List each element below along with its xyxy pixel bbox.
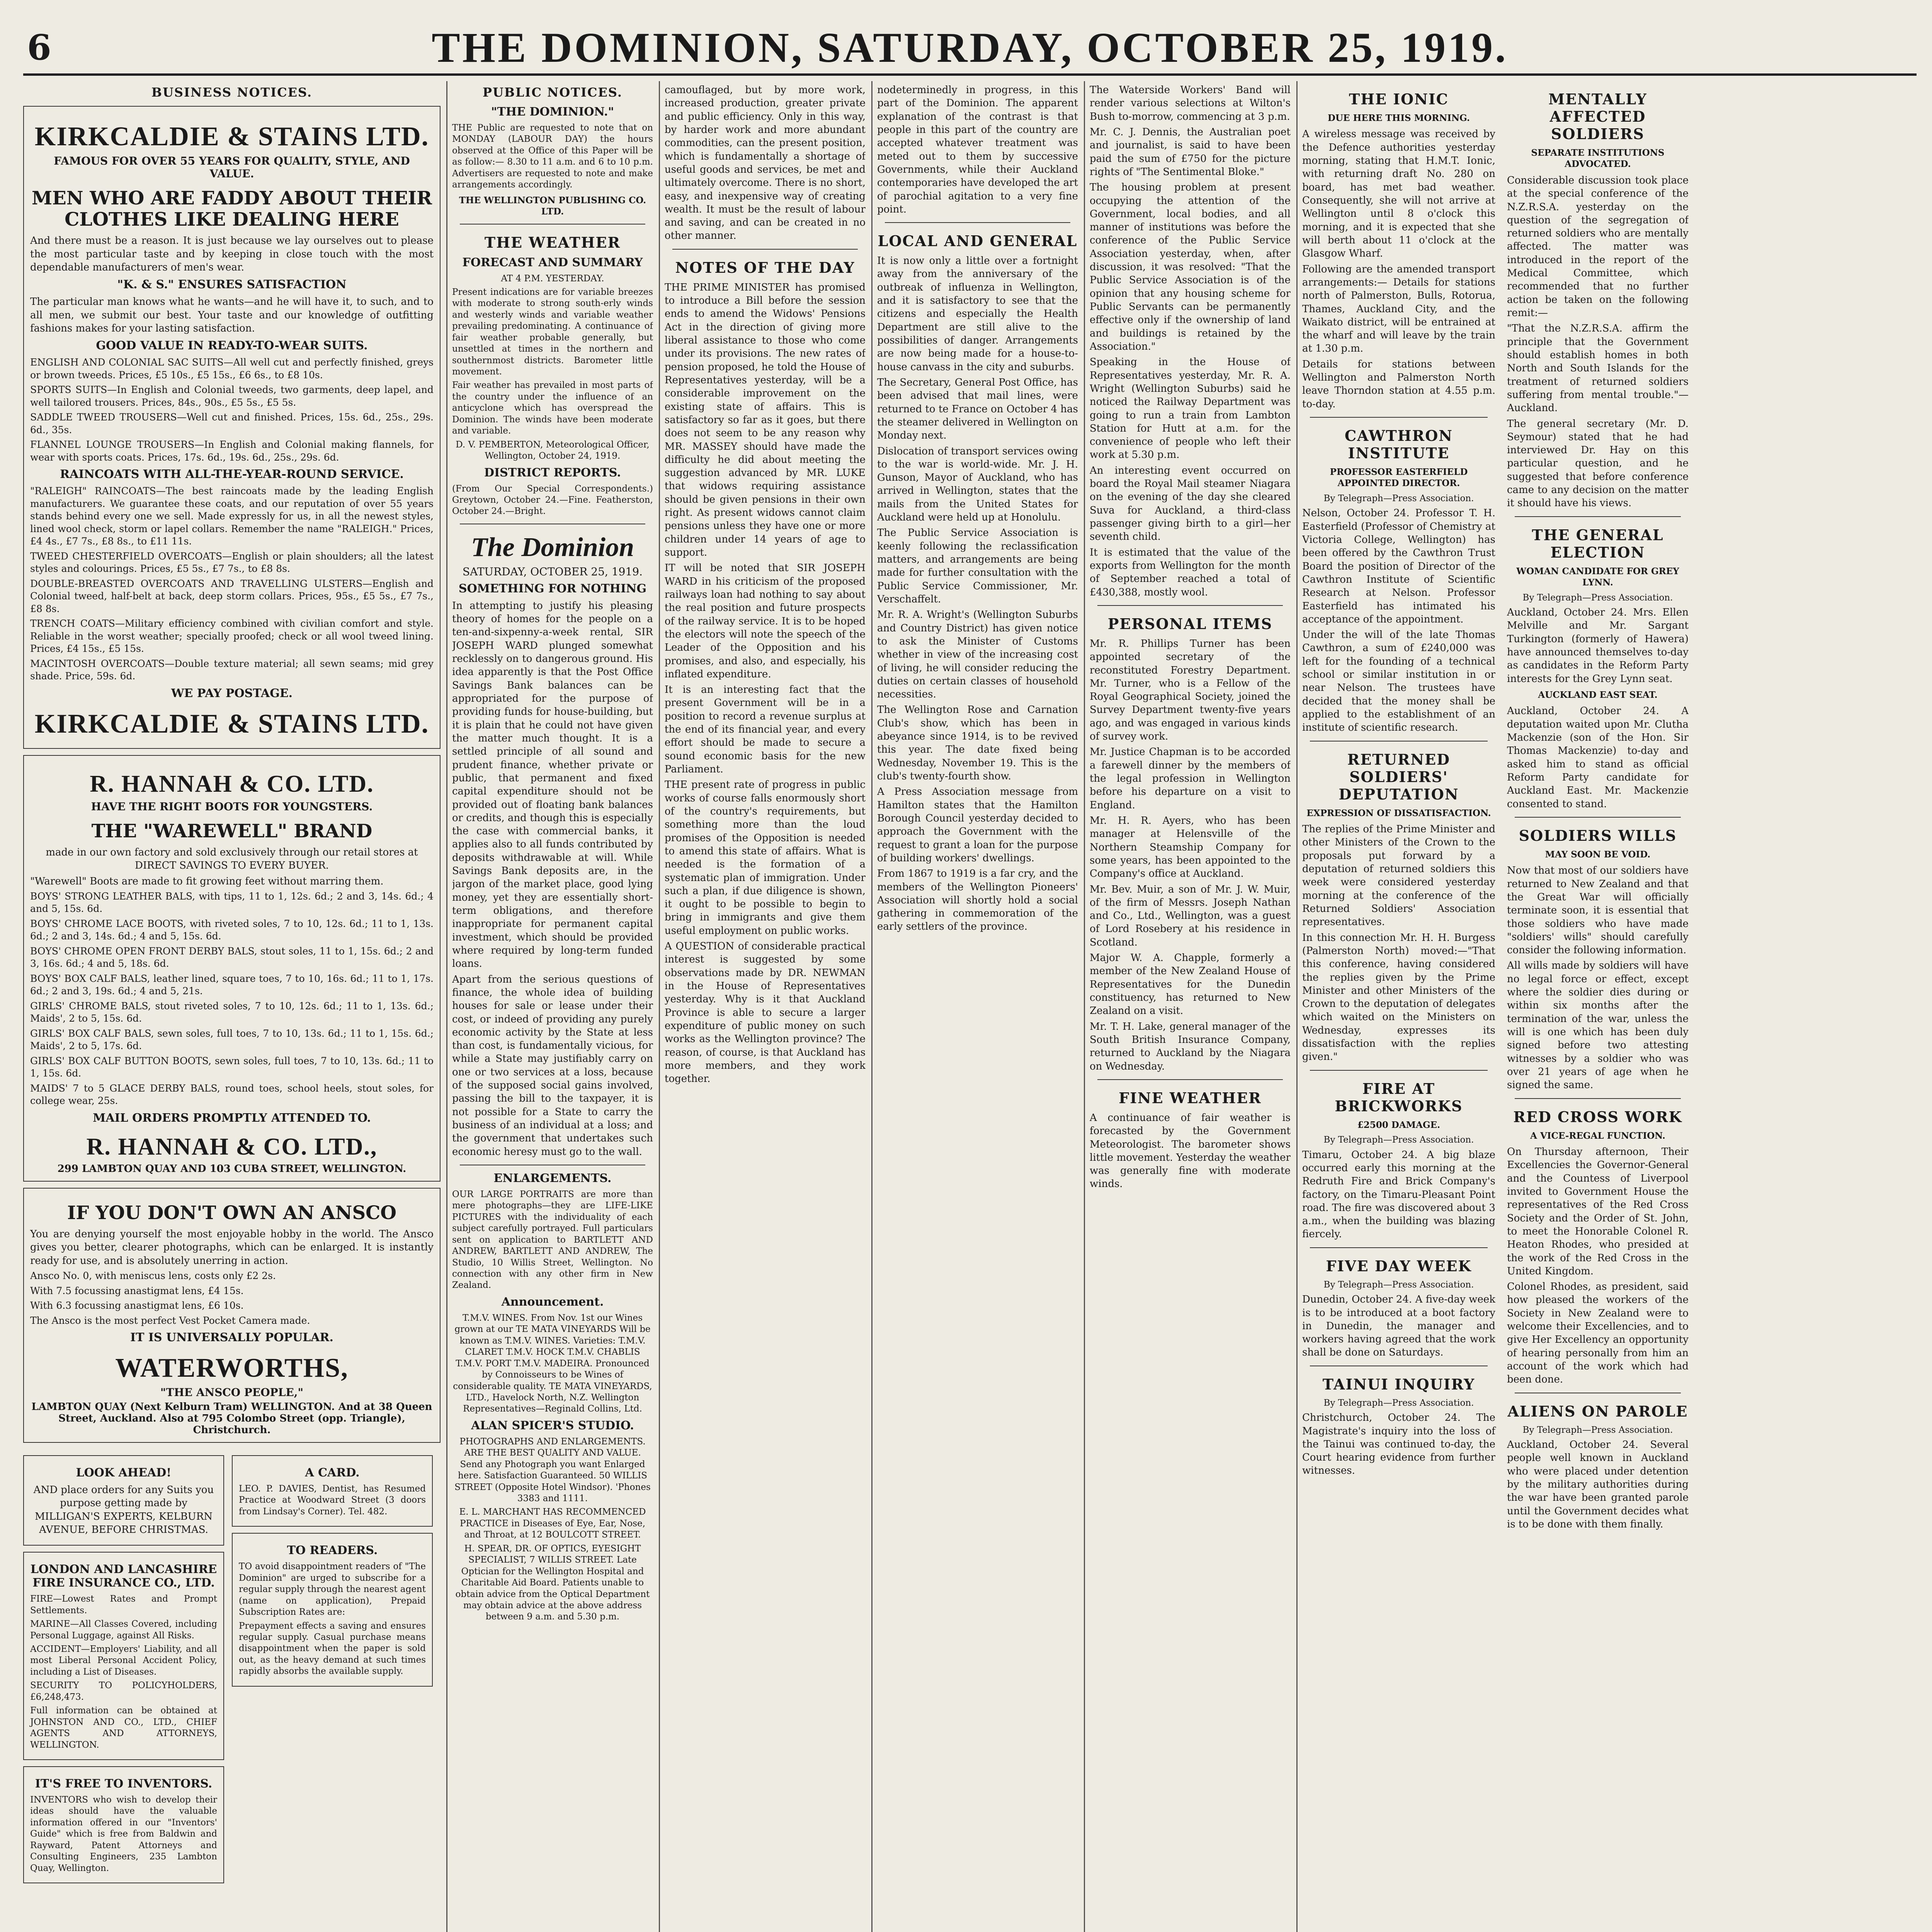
small-adverts-right (232, 1449, 433, 1889)
personal-text: Mr. T. H. Lake, general manager of the South British Insurance Company, returned to Auckland by the Niagara on Wednesday. (1090, 1020, 1291, 1072)
notes-text: It is an interesting fact that the present Government will be in a position to record a revenue surplus at the end of its financial year, and every effort should be made to secure a sound economic basis for the new Parliament. (665, 684, 866, 775)
notes-continued: nodeterminedly in progress, in this part of the Dominion. The apparent explanation of the contrast is that people in this part of the country are accepted whatever treatment was meted out to them by successive Governments, while their Auckland contemporaries have developed the art of parochial agitation to a very fine point. (877, 84, 1078, 215)
masthead (23, 15, 1917, 73)
mental-soldiers-text: "That the N.Z.R.S.A. affirm the principle that the Government should establish homes in both North and South Islands for the treatment of returned soldiers suffering from mental trouble."—Auckland. (1507, 323, 1689, 414)
local-text: From 1867 to 1919 is a far cry, and the members of the Wellington Pioneers' Association will shortly hold a social gathering in commemoration of the early settlers of the province. (877, 868, 1078, 933)
local-continued: An interesting event occurred on board the Royal Mail steamer Niagara on the evening of the day she cleared Suva for Auckland, a third-class passenger giving birth to a girl—her seventh child. (1090, 464, 1291, 543)
spicer-text: PHOTOGRAPHS AND ENLARGEMENTS. ARE THE BEST QUALITY AND VALUE. Send any Photograph you want Enlarged here. Satisfaction Guaranteed. 50 WILLIS STREET (Opposite Hotel Windsor). 'Phones 3383 and 1111. (454, 1436, 651, 1503)
local-text: The Public Service Association is keenly following the reclassification matters, and arrangements are being made for further consultation with the Public Service Commissioner, Mr. Verschaffelt. (877, 527, 1078, 605)
divider (1097, 1079, 1283, 1080)
personal-text: Mr. R. Phillips Turner has been appointed secretary of the reconstituted Forestry Department. Mr. Turner, who is a Fellow of the Royal Geographical Society, joined the Survey Department twenty-five years ago, and was engaged in various kinds of survey work. (1090, 638, 1291, 743)
forecast-text: Fair weather has prevailed in most parts of the country under the influence of an anticyclone which has overspread the Dominion. The winds have been moderate and variable. (452, 380, 653, 436)
list-item: FIRE—Lowest Rates and Prompt Settlements. (30, 1594, 217, 1616)
section-header: PUBLIC NOTICES. (483, 85, 622, 100)
fine-weather-text: A continuance of fair weather is forecasted by the Government Meteorologist. The barometer shows little movement. Yesterday the weather was generally fine with moderate winds. (1090, 1112, 1291, 1190)
soldiers-wills-text: All wills made by soldiers will have no legal force or effect, except where the soldier dies during or within six months after the termination of the war, unless the will is one which has been duly signed before two attesting witnesses by a soldier who was over 21 years of age when he signed the same. (1507, 960, 1689, 1091)
brickworks-heading: FIRE AT BRICKWORKS (1335, 1080, 1463, 1115)
column-public-notices (452, 81, 653, 1932)
advert-headline: MEN WHO ARE FADDY ABOUT THEIR CLOTHES LIKE DEALING HERE (31, 187, 432, 231)
list-item: ACCIDENT—Employers' Liability, and all most Liberal Personal Accident Policy, including a List of Diseases. (30, 1644, 217, 1677)
announcement-text: T.M.V. WINES. From Nov. 1st our Wines grown at our TE MATA VINEYARDS Will be known as T.M.V. WINES. Varieties: T.M.V. CLARET T.M.V. HOCK T.M.V. CHABLIS T.M.V. PORT T.M.V. MADEIRA. Pronounced by Connoisseurs to be Wines of considerable quality. TE MATA VINEYARDS, LTD., Havelock North, N.Z. Wellington Representatives—Reginald Collins, Ltd. (453, 1313, 652, 1414)
notice-paragraph: Prepayment effects a saving and ensures regular supply. Casual purchase means disappointment when the paper is sold out, as the heavy demand at such times rapidly absorbs the available supply. (239, 1621, 426, 1677)
advert-subhead: "K. & S." ENSURES SATISFACTION (117, 278, 347, 292)
card-advert (232, 1455, 433, 1527)
small-adverts-row (23, 1449, 440, 1889)
notes-text: A QUESTION of considerable practical interest is suggested by some observations made by DR. NEWMAN in the House of Representatives yesterday. Why is it that Auckland Province is able to secure a larger expenditure of public money on such works as the Wellington province? The reason, of course, is that Auckland has more members, and they work together. (665, 940, 866, 1085)
returned-soldiers-subheading: EXPRESSION OF DISSATISFACTION. (1306, 808, 1491, 818)
advert-subhead: IT IS UNIVERSALLY POPULAR. (130, 1331, 333, 1344)
press-association-line: By Telegraph—Press Association. (1323, 1135, 1474, 1145)
forecast-heading: FORECAST AND SUMMARY (462, 255, 643, 269)
notes-text: THE present rate of progress in public works of course falls enormously short of the country's requirements, but something more than the loud promises of the Opposition is needed to amend this state of affairs. What is needed is the formation of a systematic plan of immigration. Under such a plan, if due diligence is shown, it ought to be possible to begin to bring in immigrants and give them useful employment on public works. (665, 779, 866, 937)
soldiers-wills-text: Now that most of our soldiers have returned to New Zealand and that the Great War will officially terminate soon, it is essential that those soldiers who have made "soldiers' wills" should carefully consider the following information. (1507, 865, 1689, 956)
list-item: Ansco No. 0, with meniscus lens, costs only £2 2s. (30, 1270, 276, 1281)
notice-text: THE Public are requested to note that on MONDAY (LABOUR DAY) the hours observed at the Office of this Paper will be as follow:— 8.30 to 11 a.m. and 6 to 10 p.m. Advertisers are requested to note and make arrangements accordingly. (452, 123, 653, 190)
cawthron-subheading: PROFESSOR EASTERFIELD APPOINTED DIRECTOR. (1330, 467, 1468, 489)
mental-soldiers-subheading: SEPARATE INSTITUTIONS ADVOCATED. (1531, 148, 1665, 170)
red-cross-text: Colonel Rhodes, as president, said how pleased the workers of the Society in New Zealand were to welcome their Excellencies, and to give Her Excellency an opportunity of hearing personally from him an account of the work which had been done. (1507, 1281, 1689, 1386)
forecast-signature: D. V. PEMBERTON, Meteorological Officer, Wellington, October 24, 1919. (456, 439, 650, 461)
address: 299 LAMBTON QUAY AND 103 CUBA STREET, WELLINGTON. (57, 1163, 406, 1175)
cawthron-text: Under the will of the late Thomas Cawthron, a sum of £240,000 was left for the founding of a technical school or similar institution in or near Nelson. The trustees have decided that the money shall be applied to the establishment of an institute of scientific research. (1302, 629, 1495, 734)
cawthron-heading: CAWTHRON INSTITUTE (1344, 427, 1453, 462)
divider (885, 222, 1070, 223)
ionic-subheading: DUE HERE THIS MORNING. (1328, 113, 1470, 123)
list-item: With 6.3 focussing anastigmat lens, £6 10s. (30, 1300, 244, 1311)
brand-name: KIRKCALDIE & STAINS LTD. (34, 122, 429, 151)
column-business-notices (23, 81, 440, 1932)
lookahead-advert (23, 1455, 224, 1546)
tainui-heading: TAINUI INQUIRY (1322, 1375, 1475, 1393)
small-adverts-left (23, 1449, 224, 1889)
raincoats-heading: RAINCOATS WITH ALL-THE-YEAR-ROUND SERVICE. (60, 468, 404, 481)
mental-soldiers-text: The general secretary (Mr. D. Seymour) stated that he had interviewed Dr. Hay on this particular question, and he suggested that before conference came to any decision on the matter it should have his views. (1507, 418, 1689, 509)
forecast-time: AT 4 P.M. YESTERDAY. (501, 273, 604, 284)
election-heading: THE GENERAL ELECTION (1532, 526, 1664, 561)
readers-notice (232, 1533, 433, 1686)
red-cross-text: On Thursday afternoon, Their Excellencies the Governor-General and the Countess of Liverpool invited to Government House the representatives of the Red Cross Society and the Order of St. John, to meet the Honorable Colonel R. Heaton Rhodes, who presided at the work of the Red Cross in the United Kingdom. (1507, 1146, 1689, 1277)
masthead-date: SATURDAY, OCTOBER 25, 1919. (462, 565, 643, 578)
notice-headline: TO READERS. (287, 1544, 378, 1558)
five-day-week-text: Dunedin, October 24. A five-day week is to be introduced at a boot factory in Dunedin, the manager and workers having agreed that the work shall be done on Saturdays. (1302, 1294, 1495, 1359)
divider (1310, 1247, 1488, 1248)
list-item: BOYS' CHROME LACE BOOTS, with riveted soles, 7 to 10, 12s. 6d.; 11 to 1, 13s. 6d.; 2 and 3, 14s. 6d.; 4 and 5, 15s. 6d. (30, 918, 434, 942)
column-personal (1090, 81, 1291, 1932)
column-rule (446, 81, 447, 1932)
election-subheading: AUCKLAND EAST SEAT. (1538, 689, 1658, 700)
news-subcolumn-1 (1302, 81, 1495, 1533)
list-item: MARINE—All Classes Covered, including Personal Luggage, against All Risks. (30, 1619, 217, 1641)
press-association-line: By Telegraph—Press Association. (1323, 493, 1474, 503)
list-item: GIRLS' CHROME BALS, stout riveted soles, 7 to 10, 12s. 6d.; 11 to 1, 13s. 6d.; Maids', 2 to 5, 15s. 6d. (30, 1000, 434, 1024)
notice-signature: THE WELLINGTON PUBLISHING CO. LTD. (459, 195, 646, 217)
advert-paragraph: You are denying yourself the most enjoyable hobby in the world. The Ansco gives you better, clearer photographs, which can be enlarged. It is instantly ready for use, and is absolutely unerring in action. (30, 1228, 434, 1267)
local-continued: Mr. C. J. Dennis, the Australian poet and journalist, is said to have been paid the sum of £750 for the picture rights of "The Sentimental Bloke." (1090, 126, 1291, 178)
brickworks-text: Timaru, October 24. A big blaze occurred early this morning at the Redruth Fire and Brick Company's factory, on the Timaru-Pleasant Point road. The fire was discovered about 3 a.m., when the building was blazing fiercely. (1302, 1149, 1495, 1240)
column-rule (1296, 81, 1298, 1932)
list-item: TWEED CHESTERFIELD OVERCOATS—English or plain shoulders; all the latest styles and colourings. Prices, £5 5s., £7 7s., to £8 8s. (30, 550, 434, 575)
personal-heading: PERSONAL ITEMS (1107, 615, 1273, 633)
list-item: MAIDS' 7 to 5 GLACE DERBY BALS, round toes, school heels, stout soles, for college wear, 25s. (30, 1082, 434, 1107)
divider (1310, 417, 1488, 418)
brickworks-subheading: £2500 DAMAGE. (1357, 1119, 1440, 1130)
press-association-line: By Telegraph—Press Association. (1522, 592, 1673, 603)
divider (1515, 817, 1681, 818)
press-association-line: By Telegraph—Press Association. (1522, 1425, 1673, 1435)
local-continued: The Waterside Workers' Band will render various selections at Wilton's Bush to-morrow, commencing at 3 p.m. (1090, 84, 1291, 122)
notes-text: THE PRIME MINISTER has promised to introduce a Bill before the session ends to amend the Widows' Pensions Act in the direction of giving more liberal assistance to those who come under its provisions. The new rates of pension proposed, he told the House of Representatives yesterday, will be a considerable improvement on the existing state of affairs. This is satisfactory so far as it goes, but there does not seem to be any reason why MR. MASSEY should have made the difficulty he did about meeting the suggestion advanced by MR. LUKE that widows requiring assistance should be given pensions in their own right. As present widows cannot claim pensions unless they have one or more children under 14 years of age to support. (665, 281, 866, 558)
ansco-advert (23, 1188, 440, 1443)
local-text: Dislocation of transport services owing to the war is world-wide. Mr. J. H. Gunson, Mayor of Auckland, who has arrived in Wellington, states that the mails from the United States for Auckland were held up at Honolulu. (877, 445, 1078, 524)
list-item: "RALEIGH" RAINCOATS—The best raincoats made by the leading English manufacturers. We guarantee these coats, and our reputation of over 55 years stands behind every one we sell. Made expressly for us, in all the newest styles, lined wool check, storm or lapel collars. Remember the name "RALEIGH." Prices, £4 4s., £7 7s., £8 8s., to £11 11s. (30, 485, 434, 547)
spicer-heading: ALAN SPICER'S STUDIO. (471, 1418, 634, 1432)
list-item: FLANNEL LOUNGE TROUSERS—In English and Colonial making flannels, for wear with sports coats. Prices, 17s. 6d., 19s. 6d., 25s., 29s. 6d. (30, 439, 434, 463)
list-item: BOYS' CHROME OPEN FRONT DERBY BALS, stout soles, 11 to 1, 15s. 6d.; 2 and 3, 16s. 6d.; 4 and 5, 18s. 6d. (30, 945, 434, 969)
column-local (877, 81, 1078, 1932)
red-cross-heading: RED CROSS WORK (1513, 1108, 1682, 1126)
ionic-text: Details for stations between Wellington and Palmerston North leave Thorndon station at 4.55 p.m. to-day. (1302, 358, 1495, 410)
advert-paragraph: "Warewell" Boots are made to fit growing feet without marring them. (30, 875, 384, 887)
advert-subhead: "THE ANSCO PEOPLE," (160, 1386, 304, 1399)
mail-note: MAIL ORDERS PROMPTLY ATTENDED TO. (93, 1111, 371, 1125)
aliens-text: Auckland, October 24. Several people well known in Auckland who were placed under detention by the military authorities during the war have been granted parole until the Government decides what is to be done with them finally. (1507, 1439, 1689, 1530)
list-item: SPORTS SUITS—In English and Colonial tweeds, two garments, deep lapel, and well tailored trousers. Prices, 84s., 90s., £5 5s., £5 5s. (30, 384, 434, 408)
soldiers-wills-heading: SOLDIERS WILLS (1519, 827, 1677, 844)
advert-headline: LONDON AND LANCASHIRE FIRE INSURANCE CO., LTD. (30, 1563, 217, 1590)
brand-name: R. HANNAH & CO. LTD. (90, 770, 374, 797)
mental-soldiers-heading: MENTALLY AFFECTED SOLDIERS (1548, 90, 1647, 143)
list-item: TRENCH COATS—Military efficiency combined with civilian comfort and style. Reliable in the worst weather; specially proofed; check or all wool tweed lining. Prices, £4 15s., £5 15s. (30, 618, 434, 655)
list-item: The Ansco is the most perfect Vest Pocket Camera made. (30, 1315, 310, 1326)
list-item: With 7.5 focussing anastigmat lens, £4 15s. (30, 1285, 244, 1296)
spear-notice: H. SPEAR, DR. OF OPTICS, EYESIGHT SPECIALIST, 7 WILLIS STREET. Late Optician for the Wellington Hospital and Charitable Aid Board. Patients unable to obtain advice from the Optical Department may obtain advice at the above address between 9 a.m. and 5.30 p.m. (455, 1543, 650, 1622)
brand-name: WATERWORTHS, (115, 1353, 349, 1383)
enlargements-text: OUR LARGE PORTRAITS are more than mere photographs—they are LIFE-LIKE PICTURES with the individuality of each subject carefully portrayed. Full particulars sent on application to BARTLETT AND ANDREW, BARTLETT AND ANDREW, The Studio, 10 Willis Street, Wellington. No connection with any other firm in New Zealand. (452, 1189, 653, 1291)
list-item: BOYS' STRONG LEATHER BALS, with tips, 11 to 1, 12s. 6d.; 2 and 3, 14s. 6d.; 4 and 5, 15s. 6d. (30, 890, 434, 915)
advert-paragraph: And there must be a reason. It is just because we lay ourselves out to please the most particular taste and by keeping in close touch with the most dependable manufacturers of men's wear. (30, 235, 434, 273)
brand-name: KIRKCALDIE & STAINS LTD. (34, 709, 429, 739)
aliens-heading: ALIENS ON PAROLE (1507, 1402, 1688, 1420)
district-heading: DISTRICT REPORTS. (484, 466, 621, 480)
election-text: Auckland, October 24. A deputation waited upon Mr. Clutha Mackenzie (son of the Hon. Sir Thomas Mackenzie) to-day and asked him to stand as official Reform Party candidate for Auckland East. Mr. Mackenzie consented to stand. (1507, 705, 1689, 810)
returned-soldiers-text: In this connection Mr. H. H. Burgess (Palmerston North) moved:—"That this conference, having considered the replies given by the Prime Minister and other Ministers of the Crown to the deputation of delegates which waited on the Ministers on Wednesday, expresses its dissatisfaction with the replies given." (1302, 932, 1495, 1063)
local-text: A Press Association message from Hamilton states that the Hamilton Borough Council yesterday decided to approach the Government with the request to grant a loan for the purpose of building workers' dwellings. (877, 786, 1078, 864)
forecast-text: Present indications are for variable breezes with moderate to strong south-erly winds and westerly winds and variable weather prevailing predominating. A continuance of fair weather probable generally, but unsettled at times in the northern and southernmost districts. Barometer little movement. (452, 287, 653, 377)
kirkcaldie-advert (23, 106, 440, 749)
mental-soldiers-text: Considerable discussion took place at the special conference of the N.Z.R.S.A. yesterday on the question of the segregation of returned soldiers who are mentally affected. The matter was introduced in the report of the Medical Committee, which recommended that no further action be taken on the following remit:— (1507, 174, 1689, 319)
dominion-masthead: The Dominion (471, 532, 634, 562)
election-subheading: WOMAN CANDIDATE FOR GREY LYNN. (1516, 566, 1679, 588)
advert-headline: THE "WAREWELL" BRAND (91, 820, 372, 842)
election-text: Auckland, October 24. Mrs. Ellen Melville and Mr. Sargant Turkington (formerly of Hawera) have announced themselves to-day as candidates in the Reform Party interests for the Grey Lynn seat. (1507, 607, 1689, 685)
news-subcolumn-2 (1507, 81, 1689, 1533)
divider (672, 249, 858, 250)
local-heading: LOCAL AND GENERAL (878, 232, 1078, 250)
divider (1310, 741, 1488, 742)
notes-heading: NOTES OF THE DAY (675, 259, 855, 276)
advert-headline: IF YOU DON'T OWN AN ANSCO (67, 1202, 397, 1224)
personal-text: Mr. H. R. Ayers, who has been manager at Helensville of the Northern Steamship Company for some years, has been appointed to the Company's office at Auckland. (1090, 815, 1291, 880)
personal-text: Major W. A. Chapple, formerly a member of the New Zealand House of Representatives for the Dunedin constituency, has returned to New Zealand on a visit. (1090, 952, 1291, 1017)
advert-paragraph: AND place orders for any Suits you purpose getting made by MILLIGAN'S EXPERTS, KELBURN AVENUE, BEFORE CHRISTMAS. (33, 1484, 214, 1536)
list-item: SECURITY TO POLICYHOLDERS, £6,248,473. (30, 1680, 217, 1702)
insurance-advert (23, 1552, 224, 1760)
divider (1515, 1098, 1681, 1099)
column-news-right (1302, 81, 1689, 1932)
advert-paragraph: The particular man knows what he wants—and he will have it, to such, and to all men, we submit our best. Your taste and our knowledge of outfitting fashions makes for your lasting satisfaction. (30, 296, 434, 334)
notice-title: "THE DOMINION." (491, 105, 614, 119)
returned-soldiers-heading: RETURNED SOLDIERS' DEPUTATION (1338, 750, 1459, 803)
ionic-heading: THE IONIC (1349, 90, 1449, 108)
inventors-advert (23, 1766, 224, 1883)
advert-subhead: HAVE THE RIGHT BOOTS FOR YOUNGSTERS. (91, 800, 373, 813)
news-right-columns (1302, 81, 1689, 1533)
list-item: ENGLISH AND COLONIAL SAC SUITS—All well cut and perfectly finished, greys or brown tweeds. Prices, £5 10s., £5 15s., £6 6s., to £8 10s. (30, 357, 434, 381)
soldiers-wills-subheading: MAY SOON BE VOID. (1545, 849, 1651, 860)
local-text: The Wellington Rose and Carnation Club's show, which has been in abeyance since 1914, is to be revived this year. The date fixed being Wednesday, November 19. This is the club's twenty-fourth show. (877, 704, 1078, 782)
editorial-heading: SOMETHING FOR NOTHING (458, 582, 647, 595)
masthead-rule (23, 73, 1917, 76)
ionic-text: A wireless message was received by the Defence authorities yesterday morning, stating that H.M.T. Ionic, with returning draft No. 280 on board, has met bad weather. Consequently, she will not arrive at Wellington until 8 o'clock this morning, and it is expected that she will berth about 11 o'clock at the Glasgow Wharf. (1302, 128, 1495, 260)
notice-paragraph: TO avoid disappointment readers of "The Dominion" are urged to subscribe for a regular supply through the nearest agent (name on application), Prepaid Subscription Rates are: (239, 1561, 426, 1617)
press-association-line: By Telegraph—Press Association. (1323, 1279, 1474, 1290)
list-item: GIRLS' BOX CALF BUTTON BOOTS, sewn soles, full toes, 7 to 10, 13s. 6d.; 11 to 1, 15s. 6d. (30, 1055, 434, 1079)
weather-heading: THE WEATHER (484, 233, 621, 251)
editorial-continued: camouflaged, but by more work, increased production, greater private and public efficiency. Only in this way, by harder work and more abundant commodities, can the present position, which is fundamentally a shortage of useful goods and services, be met and ultimately overcome. There is no short, easy, and inexpensive way of creating wealth. It must be the result of labour and saving, and can be created in no other manner. (665, 84, 866, 242)
list-item: DOUBLE-BREASTED OVERCOATS AND TRAVELLING ULSTERS—English and Colonial tweed, half-belt at back, deep storm collars. Prices, 95s., £5 5s., £7 7s., £8 8s. (30, 578, 434, 614)
column-rule (871, 81, 872, 1932)
local-text: Mr. R. A. Wright's (Wellington Suburbs and Country District) has given notice to ask the Minister of Customs whether in view of the increasing cost of living, he will consider reducing the duties on certain classes of household necessities. (877, 609, 1078, 701)
ionic-text: Following are the amended transport arrangements:— Details for stations north of Palmerston, Bulls, Rotorua, Thames, Auckland City, and the Waikato district, will be entrained at the wharf and will leave by the train at 1.30 p.m. (1302, 263, 1495, 355)
local-continued: The housing problem at present occupying the attention of the Government, local bodies, and all manner of institutions was before the conference of the Public Service Association yesterday, when, after discussion, it was resolved: "That the Public Service Association is of the opinion that any housing scheme for Public Servants can be permanently effective only if the ownership of land and buildings is retained by the Association." (1090, 182, 1291, 352)
announcement-heading: Announcement. (501, 1295, 604, 1309)
advert-paragraph: INVENTORS who wish to develop their ideas should have the valuable information offered in our "Inventors' Guide" which is free from Baldwin and Rayward, Patent Attorneys and Consulting Engineers, 235 Lambton Quay, Wellington. (30, 1794, 217, 1873)
personal-text: Mr. Justice Chapman is to be accorded a farewell dinner by the members of the legal profession in Wellington before his departure on a visit to England. (1090, 746, 1291, 811)
enlargements-heading: ENLARGEMENTS. (493, 1171, 612, 1185)
personal-text: Mr. Bev. Muir, a son of Mr. J. W. Muir, of the firm of Messrs. Joseph Nathan and Co., Ltd., Wellington, was a guest of Lord Rosebery at his residence in Scotland. (1090, 883, 1291, 948)
five-day-week-heading: FIVE DAY WEEK (1326, 1257, 1472, 1275)
column-notes (665, 81, 866, 1932)
page-number: 6 (27, 27, 51, 68)
tainui-text: Christchurch, October 24. The Magistrate's inquiry into the loss of the Tainui was continued to-day, the Court hearing evidence from further witnesses. (1302, 1412, 1495, 1477)
list-item: BOYS' BOX CALF BALS, leather lined, square toes, 7 to 10, 16s. 6d.; 11 to 1, 17s. 6d.; 2 and 3, 19s. 6d.; 4 and 5, 21s. (30, 973, 434, 997)
district-text: (From Our Special Correspondents.) Greytown, October 24.—Fine. Featherston, October 24.—Bright. (452, 483, 653, 517)
column-rule (659, 81, 660, 1932)
brand-name: R. HANNAH & CO. LTD., (86, 1133, 378, 1160)
hannah-advert (23, 755, 440, 1182)
advert-headline: LOOK AHEAD! (76, 1466, 172, 1480)
local-text: The Secretary, General Post Office, has been advised that mail lines, were returned to te France on October 4 has the steamer delivered in Wellington on Monday next. (877, 376, 1078, 442)
returned-soldiers-text: The replies of the Prime Minister and other Ministers of the Crown to the proposals put forward by a deputation of returned soldiers this week were considered yesterday morning at the conference of the Returned Soldiers' Association representatives. (1302, 823, 1495, 928)
fine-weather-heading: FINE WEATHER (1119, 1089, 1262, 1107)
list-item: MACINTOSH OVERCOATS—Double texture material; all sewn seams; mid grey shade. Price, 59s. 6d. (30, 658, 434, 682)
list-item: GIRLS' BOX CALF BALS, sewn soles, full toes, 7 to 10, 13s. 6d.; 11 to 1, 15s. 6d.; Maids', 2 to 5, 17s. 6d. (30, 1027, 434, 1052)
list-item: Full information can be obtained at JOHNSTON AND CO., LTD., CHIEF AGENTS AND ATTORNEYS, WELLINGTON. (30, 1706, 217, 1750)
notes-text: IT will be noted that SIR JOSEPH WARD in his criticism of the proposed railways loan had nothing to say about the real position and future prospects of the railway service. It is to be hoped the electors will note the speech of the Leader of the Opposition and his promises, and also, and especially, his inflated expenditure. (665, 562, 866, 680)
red-cross-subheading: A VICE-REGAL FUNCTION. (1530, 1130, 1665, 1141)
advert-headline: A CARD. (305, 1466, 360, 1480)
postage-note: WE PAY POSTAGE. (171, 686, 293, 700)
column-rule (1084, 81, 1085, 1932)
list-item: SADDLE TWEED TROUSERS—Well cut and finished. Prices, 15s. 6d., 25s., 29s. 6d., 35s. (30, 412, 434, 435)
local-continued: Speaking in the House of Representatives yesterday, Mr. R. A. Wright (Wellington Suburbs) said he noticed the Railway Department was going to run a train from Lambton Station for Hutt at a.m. for the convenience of people who left their work at 5.30 p.m. (1090, 356, 1291, 461)
editorial-text: In attempting to justify his pleasing theory of homes for the people on a ten-and-sixpenny-a-week rental, SIR JOSEPH WARD plunged somewhat recklessly on to dangerous ground. His idea apparently is that the Post Office Savings Bank balances can be appropriated for the purpose of providing funds for house-building, but it is plain that he could not have given the matter much thought. It is a settled principle of all sound and prudent finance, whether private or public, that permanent and fixed capital expenditure should not be provided out of floating bank balances or credits, and though this is especially the case with commercial banks, it applies also to all funds contributed by deposits withdrawable at will. While Savings Bank deposits are, in the jargon of the market place, good lying money, yet they are essentially short-term obligations, and therefore inappropriate for permanent capital investment, which should be provided where required by long-term funded loans. (452, 600, 653, 970)
advert-headline: IT'S FREE TO INVENTORS. (35, 1777, 213, 1791)
marchant-notice: E. L. MARCHANT HAS RECOMMENCED PRACTICE in Diseases of Eye, Ear, Nose, and Throat, at 12 BOULCOTT STREET. (459, 1507, 646, 1540)
local-text: It is now only a little over a fortnight away from the anniversary of the outbreak of influenza in Wellington, and it is satisfactory to see that the citizens and especially the Health Department are still alive to the possibilities of danger. Arrangements are now being made for a house-to-house canvass in the city and suburbs. (877, 255, 1078, 373)
address: LAMBTON QUAY (Next Kelburn Tram) WELLINGTON. And at 38 Queen Street, Auckland. Also at 795 Colombo Street (opp. Triangle), Christchurch. (31, 1401, 432, 1436)
paper-title: THE DOMINION, SATURDAY, OCTOBER 25, 1919. (432, 24, 1508, 71)
press-association-line: By Telegraph—Press Association. (1323, 1398, 1474, 1408)
brand-tagline: FAMOUS FOR OVER 55 YEARS FOR QUALITY, STYLE, AND VALUE. (54, 155, 410, 180)
section-header: BUSINESS NOTICES. (151, 85, 313, 100)
divider (1515, 516, 1681, 517)
cawthron-text: Nelson, October 24. Professor T. H. Easterfield (Professor of Chemistry at Victoria College, Wellington) has been offered by the Cawthron Trust Board the position of Director of the Cawthron Institute of Scientific Research at Nelson. Professor Easterfield has intimated his acceptance of the appointment. (1302, 507, 1495, 625)
editorial-text: Apart from the serious questions of finance, the whole idea of building houses for sale or lease under their cost, or indeed of providing any purely economic activity by the State at less than cost, is fundamentally vicious, for while a State may justifiably carry on one or two services at a loss, because of the supposed social gains involved, passing the bill to the taxpayer, it is not possible for a State to carry the business of an individual at a loss; and the government that undertakes such economic heresy must go to the wall. (452, 973, 653, 1158)
divider (1097, 605, 1283, 606)
local-continued: It is estimated that the value of the exports from Wellington for the month of September reached a total of £430,388, mostly wool. (1090, 546, 1291, 598)
suits-heading: GOOD VALUE IN READY-TO-WEAR SUITS. (96, 339, 368, 353)
advert-paragraph: LEO. P. DAVIES, Dentist, has Resumed Practice at Woodward Street (3 doors from Lindsay's Corner). Tel. 482. (239, 1484, 426, 1517)
advert-paragraph: made in our own factory and sold exclusively through our retail stores at DIRECT SAVINGS TO EVERY BUYER. (46, 846, 418, 872)
divider (1310, 1070, 1488, 1071)
